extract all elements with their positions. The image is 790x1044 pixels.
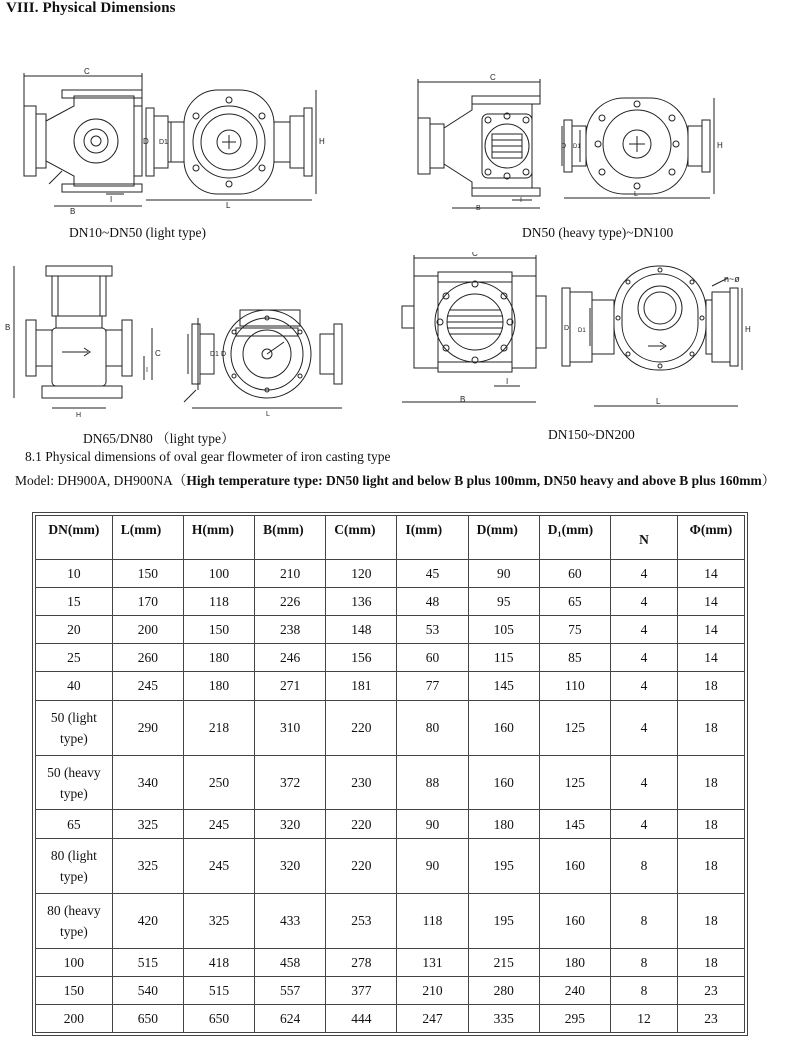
cell-d: 215 <box>468 948 539 976</box>
label-d: D <box>561 143 567 150</box>
cell-c: 377 <box>326 976 397 1004</box>
cell-n: 4 <box>610 588 677 616</box>
label-d: D <box>564 325 570 332</box>
cell-d: 280 <box>468 976 539 1004</box>
cell-phi: 18 <box>677 948 744 976</box>
cell-d: 160 <box>468 755 539 810</box>
cell-c: 220 <box>326 810 397 838</box>
table-row <box>36 838 745 893</box>
cell-phi: 18 <box>677 893 744 948</box>
cell-n: 8 <box>610 838 677 893</box>
cell-h: 100 <box>183 560 254 588</box>
header-c: C(mm) <box>326 516 397 560</box>
cell-n: 4 <box>610 616 677 644</box>
header-d1: D₁(mm) <box>539 516 610 560</box>
figure-caption: DN150~DN200 <box>548 427 635 442</box>
label-c: C <box>490 74 496 82</box>
dimensions-table-frame <box>32 512 748 1036</box>
table-row <box>36 1004 745 1032</box>
table-row <box>36 588 745 616</box>
cell-i: 80 <box>397 700 468 755</box>
cell-c: 230 <box>326 755 397 810</box>
table-row <box>36 948 745 976</box>
cell-l: 170 <box>112 588 183 616</box>
header-n: N <box>610 516 677 560</box>
cell-i: 118 <box>397 893 468 948</box>
cell-phi: 18 <box>677 755 744 810</box>
cell-c: 220 <box>326 700 397 755</box>
cell-n: 4 <box>610 755 677 810</box>
cell-dn: 15 <box>36 588 113 616</box>
cell-dn: 50 (heavy type) <box>36 755 113 810</box>
cell-i: 48 <box>397 588 468 616</box>
cell-h: 515 <box>183 976 254 1004</box>
cell-b: 320 <box>255 810 326 838</box>
cell-phi: 23 <box>677 1004 744 1032</box>
cell-h: 650 <box>183 1004 254 1032</box>
label-c: C <box>155 349 161 358</box>
cell-l: 340 <box>112 755 183 810</box>
cell-b: 310 <box>255 700 326 755</box>
cell-h: 245 <box>183 810 254 838</box>
cell-c: 156 <box>326 644 397 672</box>
label-l: L <box>226 201 231 210</box>
cell-dn: 150 <box>36 976 113 1004</box>
label-d1: D1 <box>578 328 586 334</box>
label-c: C <box>84 67 90 76</box>
cell-i: 210 <box>397 976 468 1004</box>
cell-phi: 18 <box>677 810 744 838</box>
cell-d1: 180 <box>539 948 610 976</box>
cell-d1: 125 <box>539 755 610 810</box>
label-h: H <box>319 137 325 146</box>
label-b: B <box>460 395 466 404</box>
cell-d: 115 <box>468 644 539 672</box>
cell-n: 4 <box>610 700 677 755</box>
label-d: D <box>221 351 227 358</box>
label-l: L <box>634 191 638 198</box>
cell-l: 420 <box>112 893 183 948</box>
cell-c: 136 <box>326 588 397 616</box>
cell-dn: 100 <box>36 948 113 976</box>
cell-n: 12 <box>610 1004 677 1032</box>
cell-l: 290 <box>112 700 183 755</box>
cell-dn: 25 <box>36 644 113 672</box>
cell-d: 160 <box>468 700 539 755</box>
header-dn: DN(mm) <box>36 516 113 560</box>
cell-l: 245 <box>112 672 183 700</box>
cell-d1: 160 <box>539 893 610 948</box>
cell-c: 278 <box>326 948 397 976</box>
cell-phi: 23 <box>677 976 744 1004</box>
cell-d: 195 <box>468 838 539 893</box>
cell-l: 540 <box>112 976 183 1004</box>
cell-d1: 145 <box>539 810 610 838</box>
header-b: B(mm) <box>255 516 326 560</box>
label-l: L <box>656 397 661 406</box>
cell-l: 650 <box>112 1004 183 1032</box>
cell-i: 53 <box>397 616 468 644</box>
figure-caption: DN50 (heavy type)~DN100 <box>522 225 674 240</box>
label-d1: D1 <box>573 144 581 150</box>
cell-b: 372 <box>255 755 326 810</box>
drawing-dn10-dn50-light <box>14 66 334 216</box>
cell-d: 335 <box>468 1004 539 1032</box>
label-b: B <box>5 323 11 332</box>
cell-n: 4 <box>610 810 677 838</box>
table-body <box>36 560 745 1033</box>
cell-b: 246 <box>255 644 326 672</box>
cell-dn: 80 (heavy type) <box>36 893 113 948</box>
dimensions-table <box>35 515 745 1033</box>
cell-l: 260 <box>112 644 183 672</box>
cell-n: 8 <box>610 893 677 948</box>
cell-h: 418 <box>183 948 254 976</box>
table-row <box>36 560 745 588</box>
cell-c: 120 <box>326 560 397 588</box>
label-h: H <box>745 325 751 334</box>
label-i: I <box>146 367 148 374</box>
header-i: I(mm) <box>397 516 468 560</box>
label-i: I <box>506 377 509 386</box>
cell-c: 181 <box>326 672 397 700</box>
label-d: D <box>143 137 149 146</box>
cell-b: 238 <box>255 616 326 644</box>
cell-l: 325 <box>112 838 183 893</box>
cell-c: 220 <box>326 838 397 893</box>
cell-b: 624 <box>255 1004 326 1032</box>
cell-phi: 18 <box>677 700 744 755</box>
cell-phi: 18 <box>677 672 744 700</box>
model-prefix: Model: DH900A, DH900NA（ <box>15 473 187 488</box>
label-b: B <box>70 207 76 216</box>
label-h: H <box>717 141 723 150</box>
cell-n: 8 <box>610 976 677 1004</box>
cell-h: 180 <box>183 672 254 700</box>
cell-h: 150 <box>183 616 254 644</box>
cell-dn: 40 <box>36 672 113 700</box>
cell-b: 210 <box>255 560 326 588</box>
cell-l: 200 <box>112 616 183 644</box>
cell-dn: 10 <box>36 560 113 588</box>
table-row <box>36 644 745 672</box>
label-b: B <box>476 205 481 212</box>
label-n: n~ø <box>724 274 740 284</box>
label-h: H <box>76 412 82 419</box>
header-l: L(mm) <box>112 516 183 560</box>
table-row <box>36 810 745 838</box>
label-l: L <box>266 411 270 418</box>
cell-c: 148 <box>326 616 397 644</box>
cell-d1: 125 <box>539 700 610 755</box>
header-phi: Φ(mm) <box>677 516 744 560</box>
cell-dn: 80 (light type) <box>36 838 113 893</box>
cell-c: 253 <box>326 893 397 948</box>
label-d1: D1 <box>159 139 168 146</box>
page-heading: VIII. Physical Dimensions <box>6 0 176 16</box>
cell-b: 557 <box>255 976 326 1004</box>
cell-d: 180 <box>468 810 539 838</box>
cell-d1: 160 <box>539 838 610 893</box>
cell-d1: 65 <box>539 588 610 616</box>
cell-l: 515 <box>112 948 183 976</box>
label-d1: D1 <box>210 351 219 358</box>
cell-h: 325 <box>183 893 254 948</box>
cell-d1: 110 <box>539 672 610 700</box>
cell-dn: 65 <box>36 810 113 838</box>
cell-h: 180 <box>183 644 254 672</box>
header-h: H(mm) <box>183 516 254 560</box>
cell-d1: 85 <box>539 644 610 672</box>
cell-i: 90 <box>397 810 468 838</box>
cell-n: 4 <box>610 672 677 700</box>
label-i: I <box>520 197 522 204</box>
table-row <box>36 893 745 948</box>
cell-i: 45 <box>397 560 468 588</box>
drawing-dn150-dn200 <box>394 252 770 412</box>
cell-d1: 240 <box>539 976 610 1004</box>
header-d: D(mm) <box>468 516 539 560</box>
cell-d: 90 <box>468 560 539 588</box>
cell-phi: 14 <box>677 644 744 672</box>
table-header-row <box>36 516 745 560</box>
cell-i: 77 <box>397 672 468 700</box>
cell-i: 90 <box>397 838 468 893</box>
cell-b: 226 <box>255 588 326 616</box>
cell-n: 4 <box>610 560 677 588</box>
table-row <box>36 755 745 810</box>
cell-h: 218 <box>183 700 254 755</box>
cell-phi: 14 <box>677 588 744 616</box>
cell-h: 118 <box>183 588 254 616</box>
cell-d: 145 <box>468 672 539 700</box>
cell-b: 320 <box>255 838 326 893</box>
cell-n: 4 <box>610 644 677 672</box>
drawing-dn50-heavy-dn100 <box>412 74 730 214</box>
model-note <box>15 470 785 491</box>
section-title: 8.1 Physical dimensions of oval gear flowmeter of iron casting type <box>25 449 391 464</box>
label-i: I <box>110 195 113 204</box>
cell-dn: 20 <box>36 616 113 644</box>
cell-phi: 18 <box>677 838 744 893</box>
table-row <box>36 700 745 755</box>
cell-l: 150 <box>112 560 183 588</box>
cell-i: 131 <box>397 948 468 976</box>
cell-b: 458 <box>255 948 326 976</box>
cell-i: 88 <box>397 755 468 810</box>
cell-dn: 50 (light type) <box>36 700 113 755</box>
label-c: C <box>472 252 478 258</box>
figure-caption: DN10~DN50 (light type) <box>69 225 207 240</box>
cell-d: 95 <box>468 588 539 616</box>
cell-d1: 60 <box>539 560 610 588</box>
cell-phi: 14 <box>677 616 744 644</box>
cell-d: 105 <box>468 616 539 644</box>
cell-dn: 200 <box>36 1004 113 1032</box>
model-high-temp-note: High temperature type: DN50 light and below B plus 100mm, DN50 heavy and above B plus 160mm <box>186 473 762 488</box>
cell-d1: 295 <box>539 1004 610 1032</box>
drawing-dn65-dn80-light <box>4 262 370 420</box>
cell-d1: 75 <box>539 616 610 644</box>
cell-n: 8 <box>610 948 677 976</box>
cell-h: 245 <box>183 838 254 893</box>
cell-i: 60 <box>397 644 468 672</box>
model-suffix: ） <box>761 473 776 488</box>
cell-b: 433 <box>255 893 326 948</box>
cell-d: 195 <box>468 893 539 948</box>
cell-l: 325 <box>112 810 183 838</box>
cell-phi: 14 <box>677 560 744 588</box>
cell-c: 444 <box>326 1004 397 1032</box>
cell-h: 250 <box>183 755 254 810</box>
cell-i: 247 <box>397 1004 468 1032</box>
table-row <box>36 616 745 644</box>
table-row <box>36 976 745 1004</box>
cell-b: 271 <box>255 672 326 700</box>
table-row <box>36 672 745 700</box>
figure-caption: DN65/DN80 （light type） <box>83 431 235 446</box>
